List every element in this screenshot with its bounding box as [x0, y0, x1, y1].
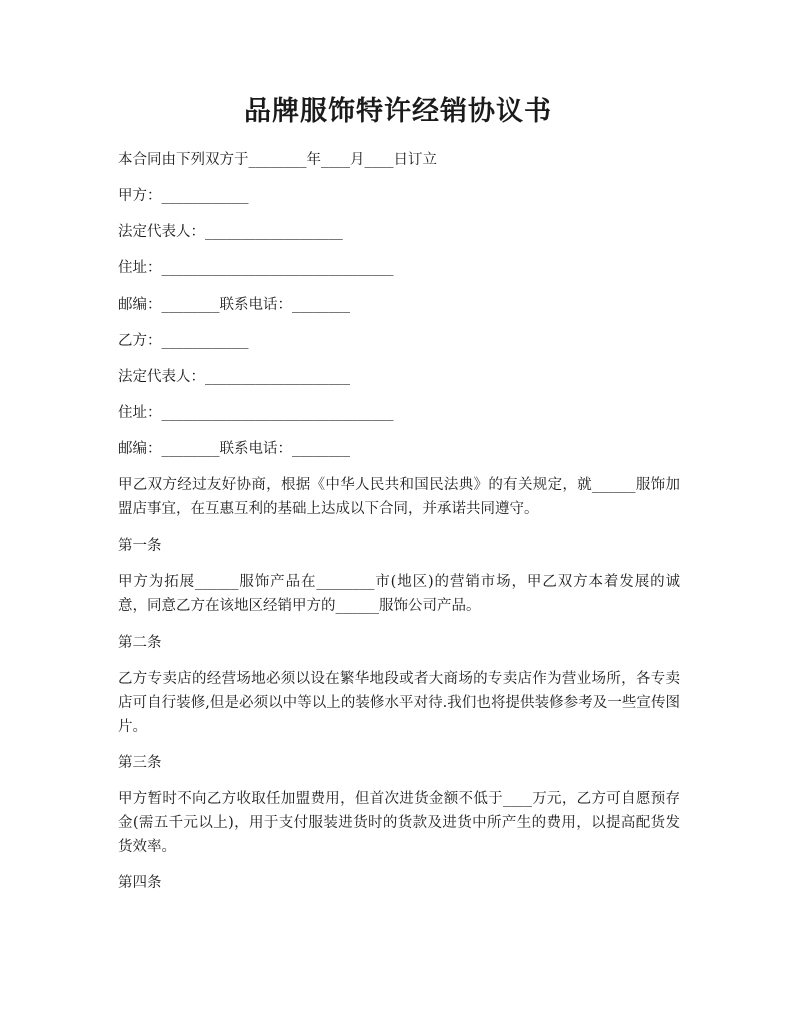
article-heading: 第四条: [118, 875, 162, 891]
contract-date-line: 本合同由下列双方于________年____月____日订立: [118, 152, 437, 168]
party-b-name-line: 乙方：____________: [118, 333, 249, 349]
party-b-address-line: 住址：________________________________: [118, 405, 394, 421]
party-b-representative-line: 法定代表人：____________________: [118, 369, 350, 385]
article-text: 甲方暂时不向乙方收取任加盟费用，但首次进货金额不低于____万元，乙方可自愿预存金(需五千元以上)，用于支付服装进货时的货款及进货中所产生的费用，以提高配货发货效率。: [118, 791, 680, 855]
article-text: 甲方为拓展______服饰产品在________市(地区)的营销市场，甲乙双方本着发展的诚意，同意乙方在该地区经销甲方的______服饰公司产品。: [118, 574, 680, 614]
article-heading: 第三条: [118, 755, 162, 771]
preamble-paragraph: 甲乙双方经过友好协商，根据《中华人民共和国民法典》的有关规定，就______服饰加盟店事宜，在互惠互利的基础上达成以下合同，并承诺共同遵守。: [118, 477, 680, 517]
party-a-name-line: 甲方：____________: [118, 188, 249, 204]
article-heading: 第二条: [118, 635, 162, 651]
article-heading: 第一条: [118, 538, 162, 554]
party-b-contact-line: 邮编：________联系电话：________: [118, 441, 350, 457]
party-a-contact-line: 邮编：________联系电话：________: [118, 297, 350, 313]
party-a-representative-line: 法定代表人：___________________: [118, 224, 343, 240]
article-text: 乙方专卖店的经营场地必须以设在繁华地段或者大商场的专卖店作为营业场所，各专卖店可自行装修,但是必须以中等以上的装修水平对待.我们也将提供装修参考及一些宣传图片。: [118, 671, 680, 735]
party-a-address-line: 住址：________________________________: [118, 260, 394, 276]
document-title: 品牌服饰特许经销协议书: [244, 96, 552, 127]
